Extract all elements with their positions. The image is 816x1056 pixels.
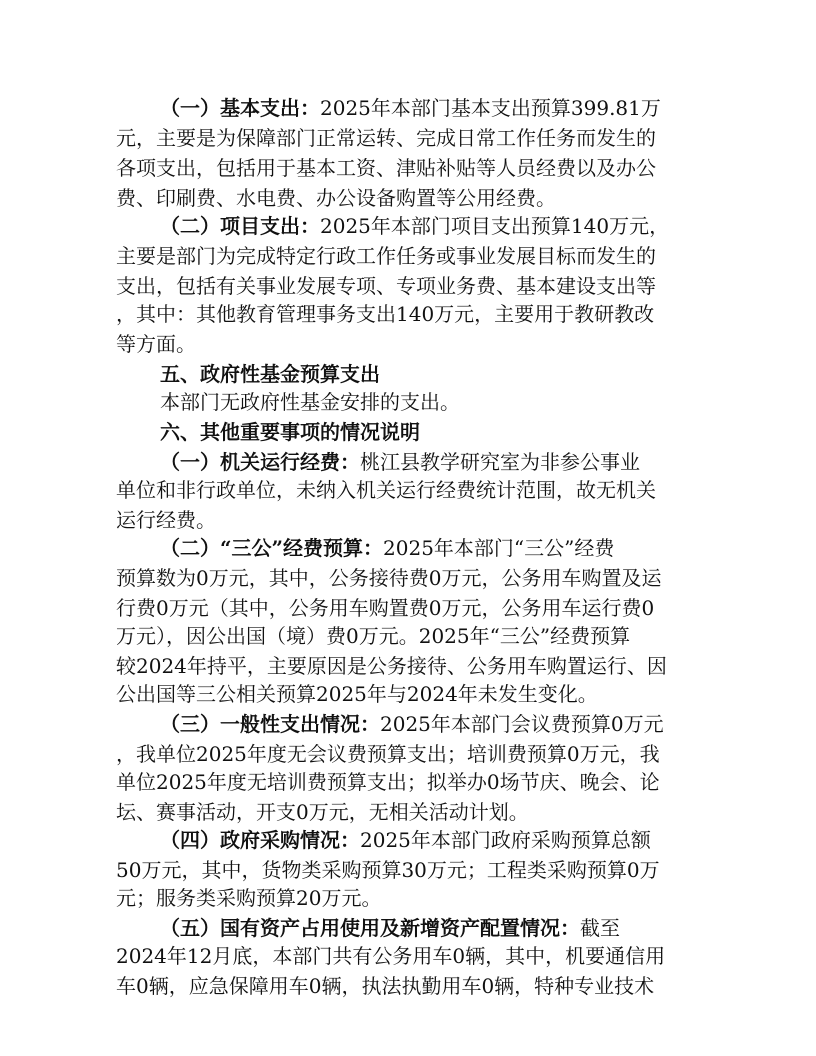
paragraph-operating-expenses-line-1: （一）机关运行经费：桃江县教学研究室为非参公事业 (160, 450, 640, 474)
heading-three-public: （二）“三公”经费预算： (160, 536, 384, 560)
heading-procurement: （四）政府采购情况： (160, 828, 360, 852)
paragraph-project-expenditure-line-2: 主要是部门为完成特定行政工作任务或事业发展目标而发生的 (116, 244, 656, 268)
paragraph-three-public-line-2: 预算数为0万元，其中，公务接待费0万元，公务用车购置及运 (116, 566, 662, 590)
paragraph-general-expenditure-line-1: （三）一般性支出情况：2025年本部门会议费预算0万元 (160, 712, 664, 736)
paragraph-three-public-line-4: 万元），因公出国（境）费0万元。2025年“三公”经费预算 (116, 624, 631, 648)
paragraph-three-public-line-6: 公出国等三公相关预算2025年与2024年未发生变化。 (116, 682, 598, 706)
heading-general-expenditure: （三）一般性支出情况： (160, 712, 380, 736)
heading-basic-expenditure: （一）基本支出： (160, 96, 320, 120)
paragraph-project-expenditure-line-4: ，其中：其他教育管理事务支出140万元，主要用于教研教改 (116, 302, 655, 326)
paragraph-operating-expenses-line-2: 单位和非行政单位，未纳入机关运行经费统计范围，故无机关 (116, 478, 656, 502)
paragraph-state-assets-line-2: 2024年12月底，本部门共有公务用车0辆，其中，机要通信用 (116, 944, 666, 968)
paragraph-general-expenditure-line-2: ，我单位2025年度无会议费预算支出；培训费预算0万元，我 (116, 742, 660, 766)
paragraph-procurement-line-1: （四）政府采购情况：2025年本部门政府采购预算总额 (160, 828, 651, 852)
paragraph-project-expenditure-line-3: 支出，包括有关事业发展专项、专项业务费、基本建设支出等 (116, 274, 656, 298)
paragraph-project-expenditure-line-1: （二）项目支出：2025年本部门项目支出预算140万元， (160, 214, 670, 238)
section-title-government-fund: 五、政府性基金预算支出 (160, 362, 380, 386)
paragraph-government-fund-text: 本部门无政府性基金安排的支出。 (160, 390, 460, 414)
paragraph-state-assets-line-3: 车0辆，应急保障用车0辆，执法执勤用车0辆，特种专业技术 (116, 974, 655, 998)
heading-project-expenditure: （二）项目支出： (160, 214, 320, 238)
paragraph-general-expenditure-line-3: 单位2025年度无培训费预算支出；拟举办0场节庆、晚会、论 (116, 770, 660, 794)
paragraph-state-assets-line-1: （五）国有资产占用使用及新增资产配置情况：截至 (160, 916, 620, 940)
heading-state-assets: （五）国有资产占用使用及新增资产配置情况： (160, 916, 580, 940)
paragraph-procurement-line-2: 50万元，其中，货物类采购预算30万元；工程类采购预算0万 (116, 858, 660, 882)
paragraph-three-public-line-1: （二）“三公”经费预算：2025年本部门“三公”经费 (160, 536, 615, 560)
paragraph-basic-expenditure-line-2: 元，主要是为保障部门正常运转、完成日常工作任务而发生的 (116, 126, 656, 150)
paragraph-basic-expenditure-line-1: （一）基本支出：2025年本部门基本支出预算399.81万 (160, 96, 661, 120)
heading-operating-expenses: （一）机关运行经费： (160, 450, 360, 474)
paragraph-general-expenditure-line-4: 坛、赛事活动，开支0万元，无相关活动计划。 (116, 800, 529, 824)
paragraph-project-expenditure-line-5: 等方面。 (116, 332, 196, 356)
paragraph-operating-expenses-line-3: 运行经费。 (116, 508, 216, 532)
paragraph-three-public-line-5: 较2024年持平，主要原因是公务接待、公务用车购置运行、因 (116, 654, 667, 678)
paragraph-three-public-line-3: 行费0万元（其中，公务用车购置费0万元，公务用车运行费0 (116, 596, 655, 620)
paragraph-basic-expenditure-line-4: 费、印刷费、水电费、办公设备购置等公用经费。 (116, 186, 556, 210)
paragraph-basic-expenditure-line-3: 各项支出，包括用于基本工资、津贴补贴等人员经费以及办公 (116, 156, 656, 180)
paragraph-procurement-line-3: 元；服务类采购预算20万元。 (116, 886, 382, 910)
section-title-other-matters: 六、其他重要事项的情况说明 (160, 420, 420, 444)
